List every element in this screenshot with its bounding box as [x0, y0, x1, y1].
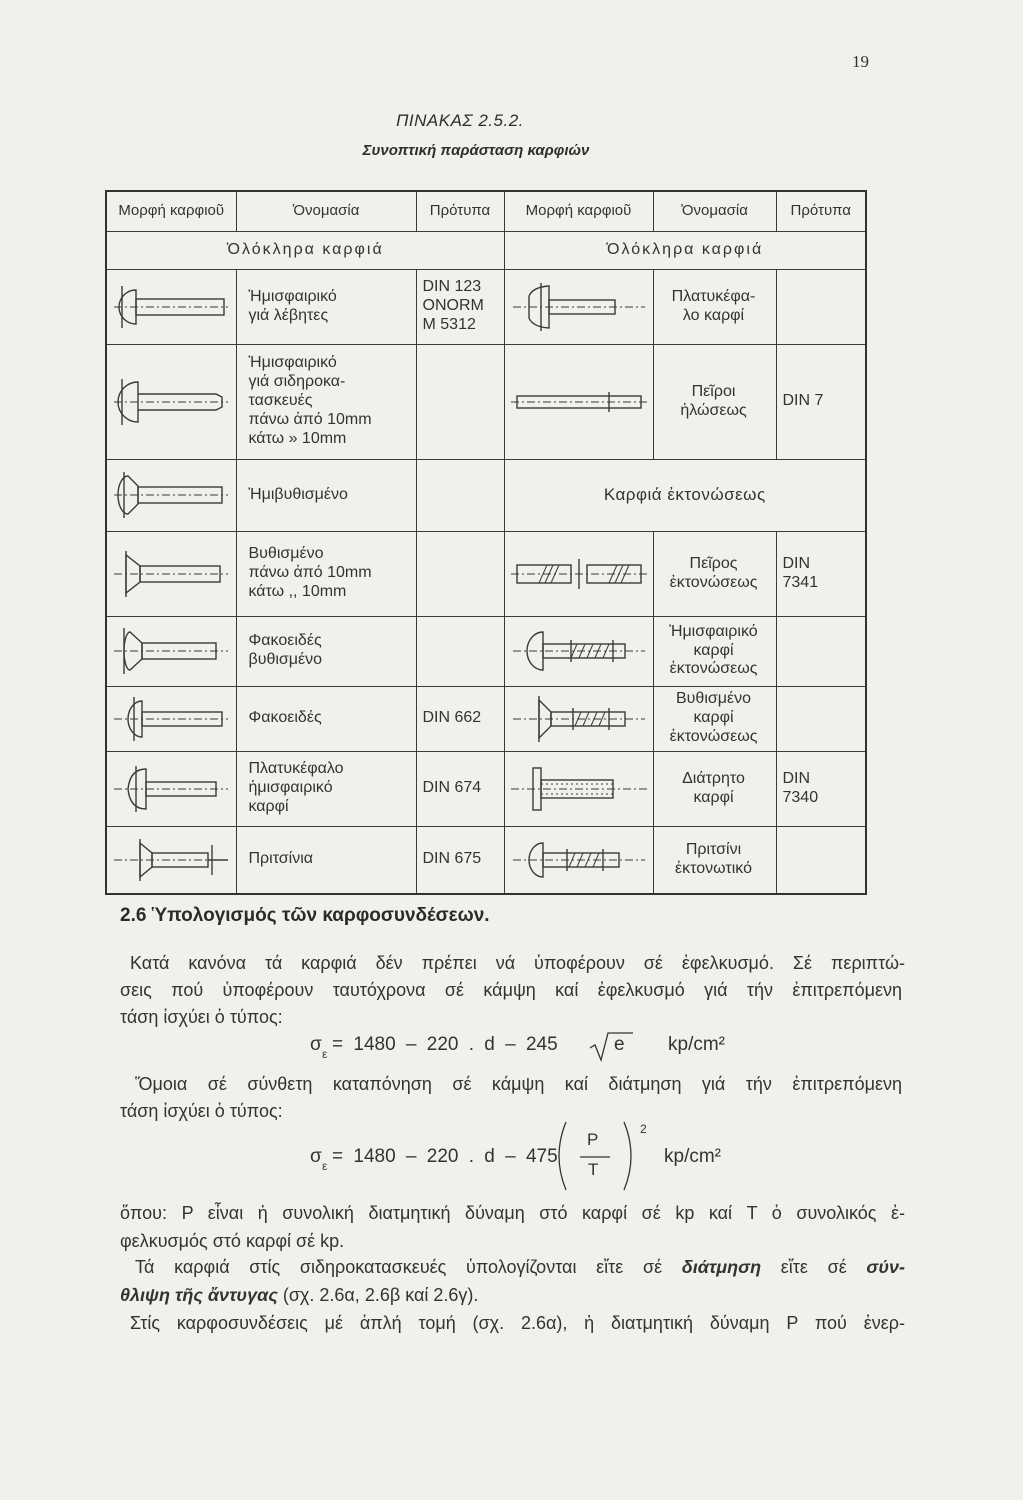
paragraph-line: ὅπου: P εἶναι ἡ συνολική διατμητική δύναμη στό καρφί σέ kp καί T ὁ συνολικός ἐ-	[120, 1203, 905, 1223]
left-row-3-form	[106, 459, 236, 531]
formula-2-subscript: ε	[322, 1159, 328, 1173]
right-row-7-name: Διάτρητο καρφί	[653, 751, 776, 826]
flat-head-rivet-drawing	[509, 282, 649, 332]
left-row-3-name: Ἡμιβυθισμένο	[236, 459, 416, 531]
paragraph-line: σεις πού ὑποφέρουν ταυτόχρονα σέ κάμψη καί ἐφελκυσμό γιά τήν ἐπιτρεπόμενη	[120, 980, 902, 1000]
table-row	[106, 269, 866, 344]
header-form-right: Μορφή καρφιοῦ	[504, 191, 653, 231]
emphasis-shear: διάτμηση	[681, 1257, 762, 1277]
header-name-left: Ὀνομασία	[236, 191, 416, 231]
right-row-2-standard: DIN 7	[776, 344, 866, 459]
header-standards-left: Πρότυπα	[416, 191, 504, 231]
riveting-pin-drawing	[509, 377, 649, 427]
paragraph-line: Κατά κανόνα τά καρφιά δέν πρέπει νά ὑποφέρουν σέ ἐφελκυσμό. Σέ περιπτώ-	[130, 953, 905, 973]
right-row-1-name: Πλατυκέφα- λο καρφί	[653, 269, 776, 344]
page-number: 19	[852, 52, 869, 71]
left-row-3-standard	[416, 459, 504, 531]
group-row	[106, 231, 866, 269]
left-row-7-form	[106, 751, 236, 826]
right-row-8-name: Πριτσίνι ἐκτονωτικό	[653, 826, 776, 894]
left-row-7-name: Πλατυκέφαλο ἡμισφαιρικό καρφί	[236, 751, 416, 826]
table-row	[106, 531, 866, 616]
left-row-1-standard: DIN 123 ONORM M 5312	[416, 269, 504, 344]
rivet-summary-table	[105, 190, 867, 895]
table-row	[106, 459, 866, 531]
formula-1-sigma: σ	[310, 1034, 322, 1055]
countersunk-expansion-rivet-drawing	[509, 694, 649, 744]
lens-countersunk-rivet-drawing	[112, 626, 230, 676]
formula-2-sigma: σ	[310, 1146, 322, 1167]
left-group-label: Ὁλόκληρα καρφιά	[106, 231, 504, 269]
paragraph-text: (σχ. 2.6α, 2.6β καί 2.6γ).	[277, 1285, 479, 1305]
table-row	[106, 751, 866, 826]
formula-2-denominator: T	[588, 1160, 599, 1179]
expansion-pin-drawing	[509, 549, 649, 599]
hemispherical-expansion-rivet-drawing	[509, 626, 649, 676]
left-row-8-name: Πριτσίνια	[236, 826, 416, 894]
flat-round-head-rivet-drawing	[112, 764, 230, 814]
left-row-5-name: Φακοειδές βυθισμένο	[236, 616, 416, 686]
emphasis-bearing-end: θλιψη τῆς ἄντυγας	[120, 1285, 278, 1305]
emphasis-bearing-start: σύν-	[866, 1257, 905, 1277]
paragraph-line: φελκυσμός στό καρφί σέ kp.	[120, 1231, 345, 1251]
left-row-2-standard	[416, 344, 504, 459]
formula-2-unit: kp/cm²	[664, 1146, 721, 1167]
right-row-7-standard: DIN 7340	[776, 751, 866, 826]
right-row-8-standard	[776, 826, 866, 894]
small-rivet-drawing	[112, 835, 230, 885]
right-row-5-name: Ἡμισφαιρικό καρφί ἐκτονώσεως	[653, 616, 776, 686]
header-standards-right: Πρότυπα	[776, 191, 866, 231]
right-row-1-form	[504, 269, 653, 344]
left-row-8-standard: DIN 675	[416, 826, 504, 894]
left-row-4-name: Βυθισμένο πάνω ἀπό 10mm κάτω ,, 10mm	[236, 531, 416, 616]
right-row-1-standard	[776, 269, 866, 344]
square-root-sign-icon	[588, 1030, 634, 1062]
right-row-4-name: Πεῖρος ἐκτονώσεως	[653, 531, 776, 616]
paragraph-line: τάση ἰσχύει ὁ τύπος:	[120, 1101, 283, 1121]
section-heading: 2.6 Ὑπολογισμός τῶν καρφοσυνδέσεων.	[120, 905, 490, 926]
right-row-4-form	[504, 531, 653, 616]
right-row-8-form	[504, 826, 653, 894]
paragraph-line	[135, 1254, 905, 1280]
small-expansion-rivet-drawing	[509, 835, 649, 885]
right-row-2-form	[504, 344, 653, 459]
header-name-right: Ὀνομασία	[653, 191, 776, 231]
table-header-row	[106, 191, 866, 231]
header-form-left: Μορφή καρφιοῦ	[106, 191, 236, 231]
half-countersunk-rivet-drawing	[112, 470, 230, 520]
paragraph-text: εἴτε σέ	[761, 1257, 867, 1277]
hemispherical-boiler-rivet-drawing	[112, 282, 230, 332]
left-row-2-form	[106, 344, 236, 459]
formula-1-unit: kp/cm²	[668, 1034, 725, 1055]
left-row-6-form	[106, 686, 236, 751]
hollow-rivet-drawing	[509, 764, 649, 814]
lens-head-rivet-drawing	[112, 694, 230, 744]
table-row	[106, 826, 866, 894]
paragraph-line: Στίς καρφοσυνδέσεις μέ ἁπλή τομή (σχ. 2.6α), ἡ διατμητική δύναμη P πού ἐνερ-	[130, 1313, 905, 1333]
right-row-7-form	[504, 751, 653, 826]
right-row-5-standard	[776, 616, 866, 686]
paragraph-text: Τά καρφιά στίς σιδηροκατασκευές ὑπολογίζονται εἴτε σέ	[135, 1257, 682, 1277]
left-row-4-standard	[416, 531, 504, 616]
left-row-8-form	[106, 826, 236, 894]
left-row-1-name: Ἡμισφαιρικό γιά λέβητες	[236, 269, 416, 344]
right-row-4-standard: DIN 7341	[776, 531, 866, 616]
hemispherical-structural-rivet-drawing	[112, 377, 230, 427]
right-row-2-name: Πεῖροι ἡλώσεως	[653, 344, 776, 459]
formula-2-numerator: P	[587, 1130, 599, 1149]
left-row-7-standard: DIN 674	[416, 751, 504, 826]
right-row-6-name: Βυθισμένο καρφί ἐκτονώσεως	[653, 686, 776, 751]
table-subtitle: Συνοπτική παράσταση καρφιών	[362, 142, 590, 159]
formula-2-expression: = 1480 – 220 . d – 475	[332, 1146, 558, 1167]
right-row-5-form	[504, 616, 653, 686]
paragraph-line: Ὅμοια σέ σύνθετη καταπόνηση σέ κάμψη καί διάτμηση γιά τήν ἐπιτρεπόμενη	[135, 1074, 902, 1094]
table-row	[106, 616, 866, 686]
expansion-rivets-label: Καρφιά ἐκτονώσεως	[504, 459, 866, 531]
left-row-1-form	[106, 269, 236, 344]
left-row-6-standard: DIN 662	[416, 686, 504, 751]
table-row	[106, 686, 866, 751]
formula-1-radicand: e	[614, 1034, 625, 1055]
paragraph-line: τάση ἰσχύει ὁ τύπος:	[120, 1007, 283, 1027]
left-row-2-name: Ἡμισφαιρικό γιά σιδηροκα- τασκευές πάνω ἀπό 10mm κάτω » 10mm	[236, 344, 416, 459]
left-row-4-form	[106, 531, 236, 616]
countersunk-rivet-drawing	[112, 549, 230, 599]
right-row-6-standard	[776, 686, 866, 751]
left-row-5-form	[106, 616, 236, 686]
table-title: ΠΙΝΑΚΑΣ 2.5.2.	[396, 111, 524, 130]
right-group-label: Ὁλόκληρα καρφιά	[504, 231, 866, 269]
left-row-6-name: Φακοειδές	[236, 686, 416, 751]
paragraph-line	[120, 1282, 905, 1308]
table-row	[106, 344, 866, 459]
right-row-6-form	[504, 686, 653, 751]
formula-2-exponent: 2	[640, 1122, 647, 1136]
formula-1-subscript: ε	[322, 1047, 328, 1061]
formula-1-expression: = 1480 – 220 . d – 245	[332, 1034, 558, 1055]
left-row-5-standard	[416, 616, 504, 686]
